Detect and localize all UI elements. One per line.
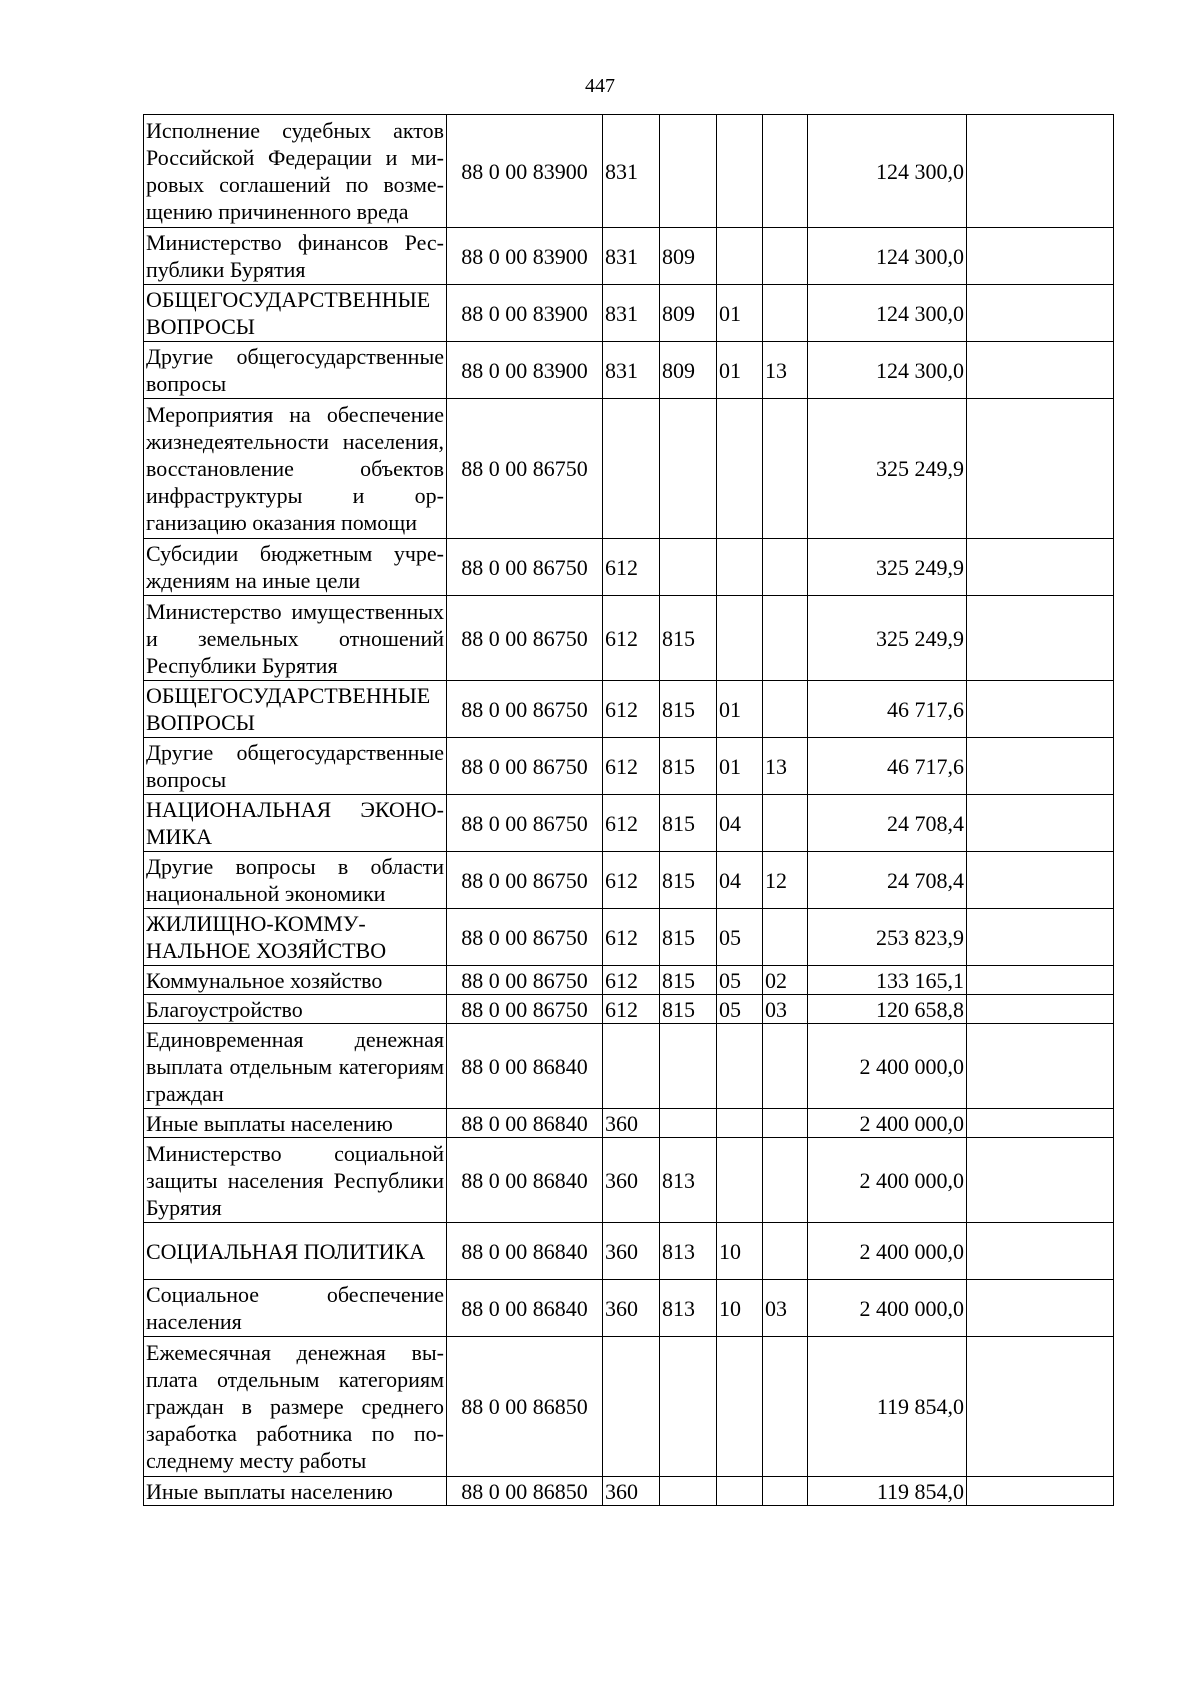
row-sum-cell: 119 854,0 [808,1477,967,1506]
row-name-cell: Благоустройство [144,995,447,1024]
row-sum-cell: 24 708,4 [808,852,967,909]
table-row [144,539,1114,596]
row-extra-cell [967,995,1114,1024]
row-vr-cell: 612 [603,909,660,966]
row-sum-cell: 46 717,6 [808,681,967,738]
row-sum-cell: 119 854,0 [808,1337,967,1477]
row-rz-cell: 04 [717,795,763,852]
row-csr-cell: 88 0 00 83900 [447,228,603,285]
row-rz-cell [717,539,763,596]
row-pr-cell [763,539,808,596]
row-pr-cell: 12 [763,852,808,909]
row-vr-cell: 612 [603,539,660,596]
row-name-cell: Другие общегосударственные вопросы [144,738,447,795]
row-rz-cell [717,1337,763,1477]
row-pr-cell: 02 [763,966,808,995]
row-sum-cell: 325 249,9 [808,596,967,681]
row-extra-cell [967,1024,1114,1109]
row-name-cell: ОБЩЕГОСУДАРСТВЕННЫЕ ВОПРОСЫ [144,681,447,738]
row-sum-cell: 325 249,9 [808,399,967,539]
row-name-cell: Министерство имущественных и земельных отношений Республики Бурятия [144,596,447,681]
row-name-cell: Другие общегосударственные вопросы [144,342,447,399]
row-name-cell: Ежемесячная денежная выплата отдельным категориям граждан в размере среднего заработка работника по последнему месту работы [144,1337,447,1477]
row-name-cell: Иные выплаты населению [144,1477,447,1506]
row-rz-cell [717,1024,763,1109]
row-sum-cell: 124 300,0 [808,285,967,342]
row-pr-cell [763,1109,808,1138]
table-row [144,909,1114,966]
row-grbs-cell: 815 [660,909,717,966]
row-sum-cell: 124 300,0 [808,115,967,228]
row-pr-cell [763,681,808,738]
row-name-cell: Коммунальное хозяйство [144,966,447,995]
row-grbs-cell: 815 [660,738,717,795]
row-grbs-cell [660,1024,717,1109]
table-row [144,681,1114,738]
row-pr-cell [763,795,808,852]
table-row [144,995,1114,1024]
row-extra-cell [967,852,1114,909]
row-name-cell: Единовременная денежная выплата отдельным категориям граждан [144,1024,447,1109]
row-name-cell: Иные выплаты населению [144,1109,447,1138]
row-sum-cell: 24 708,4 [808,795,967,852]
table-body [144,115,1114,1506]
row-vr-cell: 612 [603,852,660,909]
row-extra-cell [967,539,1114,596]
table-row [144,285,1114,342]
row-extra-cell [967,1138,1114,1223]
row-extra-cell [967,738,1114,795]
row-pr-cell [763,399,808,539]
row-sum-cell: 2 400 000,0 [808,1280,967,1337]
row-vr-cell [603,399,660,539]
table-row [144,1138,1114,1223]
row-vr-cell: 612 [603,995,660,1024]
row-name-cell: Мероприятия на обеспечение жизнедеятельности населения, восстановление объектов инфраструктуры и организацию оказания помощи [144,399,447,539]
row-rz-cell: 10 [717,1280,763,1337]
row-extra-cell [967,228,1114,285]
row-sum-cell: 46 717,6 [808,738,967,795]
row-extra-cell [967,795,1114,852]
row-pr-cell [763,1337,808,1477]
row-csr-cell: 88 0 00 86850 [447,1337,603,1477]
row-extra-cell [967,1477,1114,1506]
row-rz-cell [717,228,763,285]
row-extra-cell [967,1280,1114,1337]
row-vr-cell: 831 [603,228,660,285]
row-csr-cell: 88 0 00 83900 [447,342,603,399]
row-sum-cell: 124 300,0 [808,228,967,285]
row-sum-cell: 133 165,1 [808,966,967,995]
row-vr-cell: 612 [603,681,660,738]
row-extra-cell [967,596,1114,681]
row-pr-cell [763,115,808,228]
table-row [144,795,1114,852]
row-sum-cell: 2 400 000,0 [808,1223,967,1280]
row-pr-cell: 03 [763,995,808,1024]
row-name-cell: Социальное обеспечение населения [144,1280,447,1337]
row-vr-cell: 831 [603,342,660,399]
row-pr-cell: 03 [763,1280,808,1337]
budget-table [143,114,1114,1506]
row-name-cell: Министерство социальной защиты населения Республики Бурятия [144,1138,447,1223]
row-sum-cell: 124 300,0 [808,342,967,399]
row-rz-cell: 01 [717,285,763,342]
row-csr-cell: 88 0 00 86840 [447,1138,603,1223]
row-vr-cell: 831 [603,115,660,228]
row-vr-cell: 612 [603,596,660,681]
row-sum-cell: 2 400 000,0 [808,1109,967,1138]
table-row [144,738,1114,795]
row-csr-cell: 88 0 00 86840 [447,1024,603,1109]
row-grbs-cell [660,1109,717,1138]
row-grbs-cell: 813 [660,1138,717,1223]
row-csr-cell: 88 0 00 83900 [447,285,603,342]
row-extra-cell [967,285,1114,342]
row-name-cell: Исполнение судебных актов Российской Федерации и мировых соглашений по возмещению причиненного вреда [144,115,447,228]
row-vr-cell [603,1024,660,1109]
row-grbs-cell: 815 [660,966,717,995]
row-vr-cell [603,1337,660,1477]
row-grbs-cell: 809 [660,285,717,342]
row-sum-cell: 2 400 000,0 [808,1138,967,1223]
row-csr-cell: 88 0 00 86750 [447,399,603,539]
row-grbs-cell [660,1477,717,1506]
row-pr-cell: 13 [763,342,808,399]
row-csr-cell: 88 0 00 86750 [447,909,603,966]
row-pr-cell: 13 [763,738,808,795]
row-csr-cell: 88 0 00 86750 [447,995,603,1024]
row-vr-cell: 360 [603,1109,660,1138]
row-csr-cell: 88 0 00 86750 [447,539,603,596]
row-vr-cell: 831 [603,285,660,342]
table-row [144,852,1114,909]
row-vr-cell: 360 [603,1477,660,1506]
row-pr-cell [763,1477,808,1506]
row-grbs-cell [660,115,717,228]
row-csr-cell: 88 0 00 86840 [447,1280,603,1337]
row-vr-cell: 612 [603,795,660,852]
row-grbs-cell: 813 [660,1223,717,1280]
page-number: 447 [585,75,615,97]
row-grbs-cell: 809 [660,342,717,399]
row-sum-cell: 325 249,9 [808,539,967,596]
row-csr-cell: 88 0 00 86750 [447,738,603,795]
row-extra-cell [967,1223,1114,1280]
row-vr-cell: 612 [603,738,660,795]
table-row [144,399,1114,539]
row-csr-cell: 88 0 00 86750 [447,681,603,738]
row-pr-cell [763,909,808,966]
row-csr-cell: 88 0 00 86840 [447,1109,603,1138]
row-csr-cell: 88 0 00 86840 [447,1223,603,1280]
table-row [144,596,1114,681]
table-row [144,1280,1114,1337]
row-name-cell: Субсидии бюджетным учреждениям на иные цели [144,539,447,596]
row-rz-cell [717,1138,763,1223]
row-rz-cell [717,1109,763,1138]
row-name-cell: ОБЩЕГОСУДАРСТВЕННЫЕ ВОПРОСЫ [144,285,447,342]
row-grbs-cell: 815 [660,681,717,738]
table-row [144,115,1114,228]
row-rz-cell [717,115,763,228]
row-grbs-cell: 813 [660,1280,717,1337]
row-csr-cell: 88 0 00 86750 [447,852,603,909]
row-rz-cell [717,596,763,681]
row-extra-cell [967,909,1114,966]
row-vr-cell: 612 [603,966,660,995]
row-extra-cell [967,342,1114,399]
row-rz-cell: 10 [717,1223,763,1280]
row-grbs-cell: 815 [660,596,717,681]
row-rz-cell [717,1477,763,1506]
row-rz-cell: 05 [717,909,763,966]
row-extra-cell [967,115,1114,228]
row-pr-cell [763,1138,808,1223]
row-grbs-cell [660,539,717,596]
row-pr-cell [763,596,808,681]
row-grbs-cell [660,1337,717,1477]
row-name-cell: Министерство финансов Республики Бурятия [144,228,447,285]
table-row [144,1109,1114,1138]
row-rz-cell: 01 [717,681,763,738]
row-csr-cell: 88 0 00 86750 [447,966,603,995]
row-pr-cell [763,1223,808,1280]
row-grbs-cell: 815 [660,795,717,852]
row-extra-cell [967,966,1114,995]
row-rz-cell: 05 [717,966,763,995]
row-pr-cell [763,228,808,285]
row-csr-cell: 88 0 00 86750 [447,795,603,852]
row-grbs-cell: 815 [660,995,717,1024]
row-extra-cell [967,1109,1114,1138]
row-csr-cell: 88 0 00 86850 [447,1477,603,1506]
row-grbs-cell: 809 [660,228,717,285]
row-name-cell: ЖИЛИЩНО-КОММУНАЛЬНОЕ ХОЗЯЙСТВО [144,909,447,966]
table-row [144,1337,1114,1477]
row-extra-cell [967,399,1114,539]
row-grbs-cell: 815 [660,852,717,909]
table-row [144,1223,1114,1280]
row-vr-cell: 360 [603,1280,660,1337]
table-row [144,342,1114,399]
row-grbs-cell [660,399,717,539]
row-csr-cell: 88 0 00 86750 [447,596,603,681]
row-rz-cell: 05 [717,995,763,1024]
row-pr-cell [763,1024,808,1109]
row-sum-cell: 120 658,8 [808,995,967,1024]
row-extra-cell [967,681,1114,738]
row-rz-cell: 01 [717,738,763,795]
row-pr-cell [763,285,808,342]
row-extra-cell [967,1337,1114,1477]
row-name-cell: НАЦИОНАЛЬНАЯ ЭКОНОМИКА [144,795,447,852]
row-csr-cell: 88 0 00 83900 [447,115,603,228]
row-name-cell: Другие вопросы в области национальной экономики [144,852,447,909]
row-rz-cell [717,399,763,539]
row-vr-cell: 360 [603,1138,660,1223]
row-rz-cell: 01 [717,342,763,399]
row-sum-cell: 253 823,9 [808,909,967,966]
row-rz-cell: 04 [717,852,763,909]
table-row [144,1024,1114,1109]
row-name-cell: СОЦИАЛЬНАЯ ПОЛИТИКА [144,1223,447,1280]
table-row [144,1477,1114,1506]
row-sum-cell: 2 400 000,0 [808,1024,967,1109]
row-vr-cell: 360 [603,1223,660,1280]
table-row [144,966,1114,995]
table-row [144,228,1114,285]
